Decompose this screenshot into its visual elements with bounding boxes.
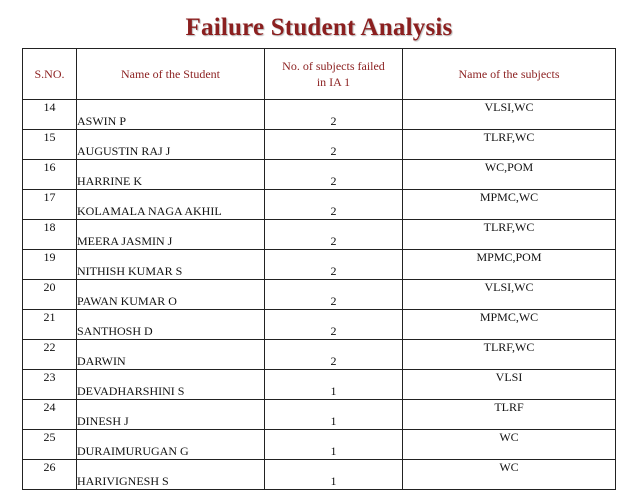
cell-subjects-failed: 2: [265, 190, 403, 220]
cell-subject-names: TLRF,WC: [403, 340, 616, 370]
failure-analysis-table: [22, 48, 616, 490]
table-row: [23, 100, 616, 130]
cell-sno: 24: [23, 400, 77, 430]
cell-sno: 18: [23, 220, 77, 250]
cell-sno: 26: [23, 460, 77, 490]
table-row: [23, 400, 616, 430]
cell-student-name: SANTHOSH D: [77, 310, 265, 340]
table-row: [23, 340, 616, 370]
cell-subject-names: VLSI,WC: [403, 280, 616, 310]
table-row: [23, 190, 616, 220]
cell-student-name: MEERA JASMIN J: [77, 220, 265, 250]
cell-student-name: DARWIN: [77, 340, 265, 370]
table-row: [23, 250, 616, 280]
table-row: [23, 160, 616, 190]
cell-subjects-failed: 1: [265, 430, 403, 460]
cell-student-name: DINESH J: [77, 400, 265, 430]
cell-subject-names: MPMC,WC: [403, 310, 616, 340]
cell-student-name: DEVADHARSHINI S: [77, 370, 265, 400]
cell-student-name: HARRINE K: [77, 160, 265, 190]
cell-sno: 21: [23, 310, 77, 340]
cell-subject-names: WC: [403, 460, 616, 490]
cell-sno: 14: [23, 100, 77, 130]
cell-student-name: HARIVIGNESH S: [77, 460, 265, 490]
slide-title: Failure Student Analysis: [185, 14, 453, 41]
header-student-name: Name of the Student: [77, 49, 265, 100]
cell-sno: 16: [23, 160, 77, 190]
cell-sno: 25: [23, 430, 77, 460]
cell-subject-names: TLRF,WC: [403, 220, 616, 250]
table-row: [23, 130, 616, 160]
table-body: [23, 100, 616, 490]
header-sno: S.NO.: [23, 49, 77, 100]
cell-subjects-failed: 2: [265, 250, 403, 280]
header-subject-names: Name of the subjects: [403, 49, 616, 100]
cell-subject-names: TLRF: [403, 400, 616, 430]
cell-subject-names: WC: [403, 430, 616, 460]
cell-student-name: DURAIMURUGAN G: [77, 430, 265, 460]
cell-subjects-failed: 1: [265, 370, 403, 400]
cell-subjects-failed: 2: [265, 280, 403, 310]
cell-sno: 19: [23, 250, 77, 280]
cell-sno: 17: [23, 190, 77, 220]
cell-subjects-failed: 1: [265, 400, 403, 430]
header-row: [23, 49, 616, 100]
cell-sno: 20: [23, 280, 77, 310]
table-row: [23, 220, 616, 250]
cell-student-name: ASWIN P: [77, 100, 265, 130]
cell-subject-names: VLSI: [403, 370, 616, 400]
cell-subject-names: VLSI,WC: [403, 100, 616, 130]
cell-subject-names: TLRF,WC: [403, 130, 616, 160]
table-row: [23, 370, 616, 400]
cell-sno: 22: [23, 340, 77, 370]
cell-subject-names: MPMC,WC: [403, 190, 616, 220]
cell-sno: 15: [23, 130, 77, 160]
cell-student-name: KOLAMALA NAGA AKHIL: [77, 190, 265, 220]
cell-subjects-failed: 1: [265, 460, 403, 490]
header-subjects-failed: No. of subjects failed in IA 1: [265, 49, 403, 100]
table-row: [23, 430, 616, 460]
cell-subject-names: WC,POM: [403, 160, 616, 190]
cell-subjects-failed: 2: [265, 160, 403, 190]
cell-sno: 23: [23, 370, 77, 400]
cell-subjects-failed: 2: [265, 340, 403, 370]
cell-student-name: AUGUSTIN RAJ J: [77, 130, 265, 160]
table-row: [23, 460, 616, 490]
table-header: [23, 49, 616, 100]
cell-student-name: NITHISH KUMAR S: [77, 250, 265, 280]
table-row: [23, 280, 616, 310]
cell-student-name: PAWAN KUMAR O: [77, 280, 265, 310]
cell-subjects-failed: 2: [265, 220, 403, 250]
cell-subjects-failed: 2: [265, 130, 403, 160]
cell-subjects-failed: 2: [265, 100, 403, 130]
cell-subjects-failed: 2: [265, 310, 403, 340]
cell-subject-names: MPMC,POM: [403, 250, 616, 280]
table-row: [23, 310, 616, 340]
